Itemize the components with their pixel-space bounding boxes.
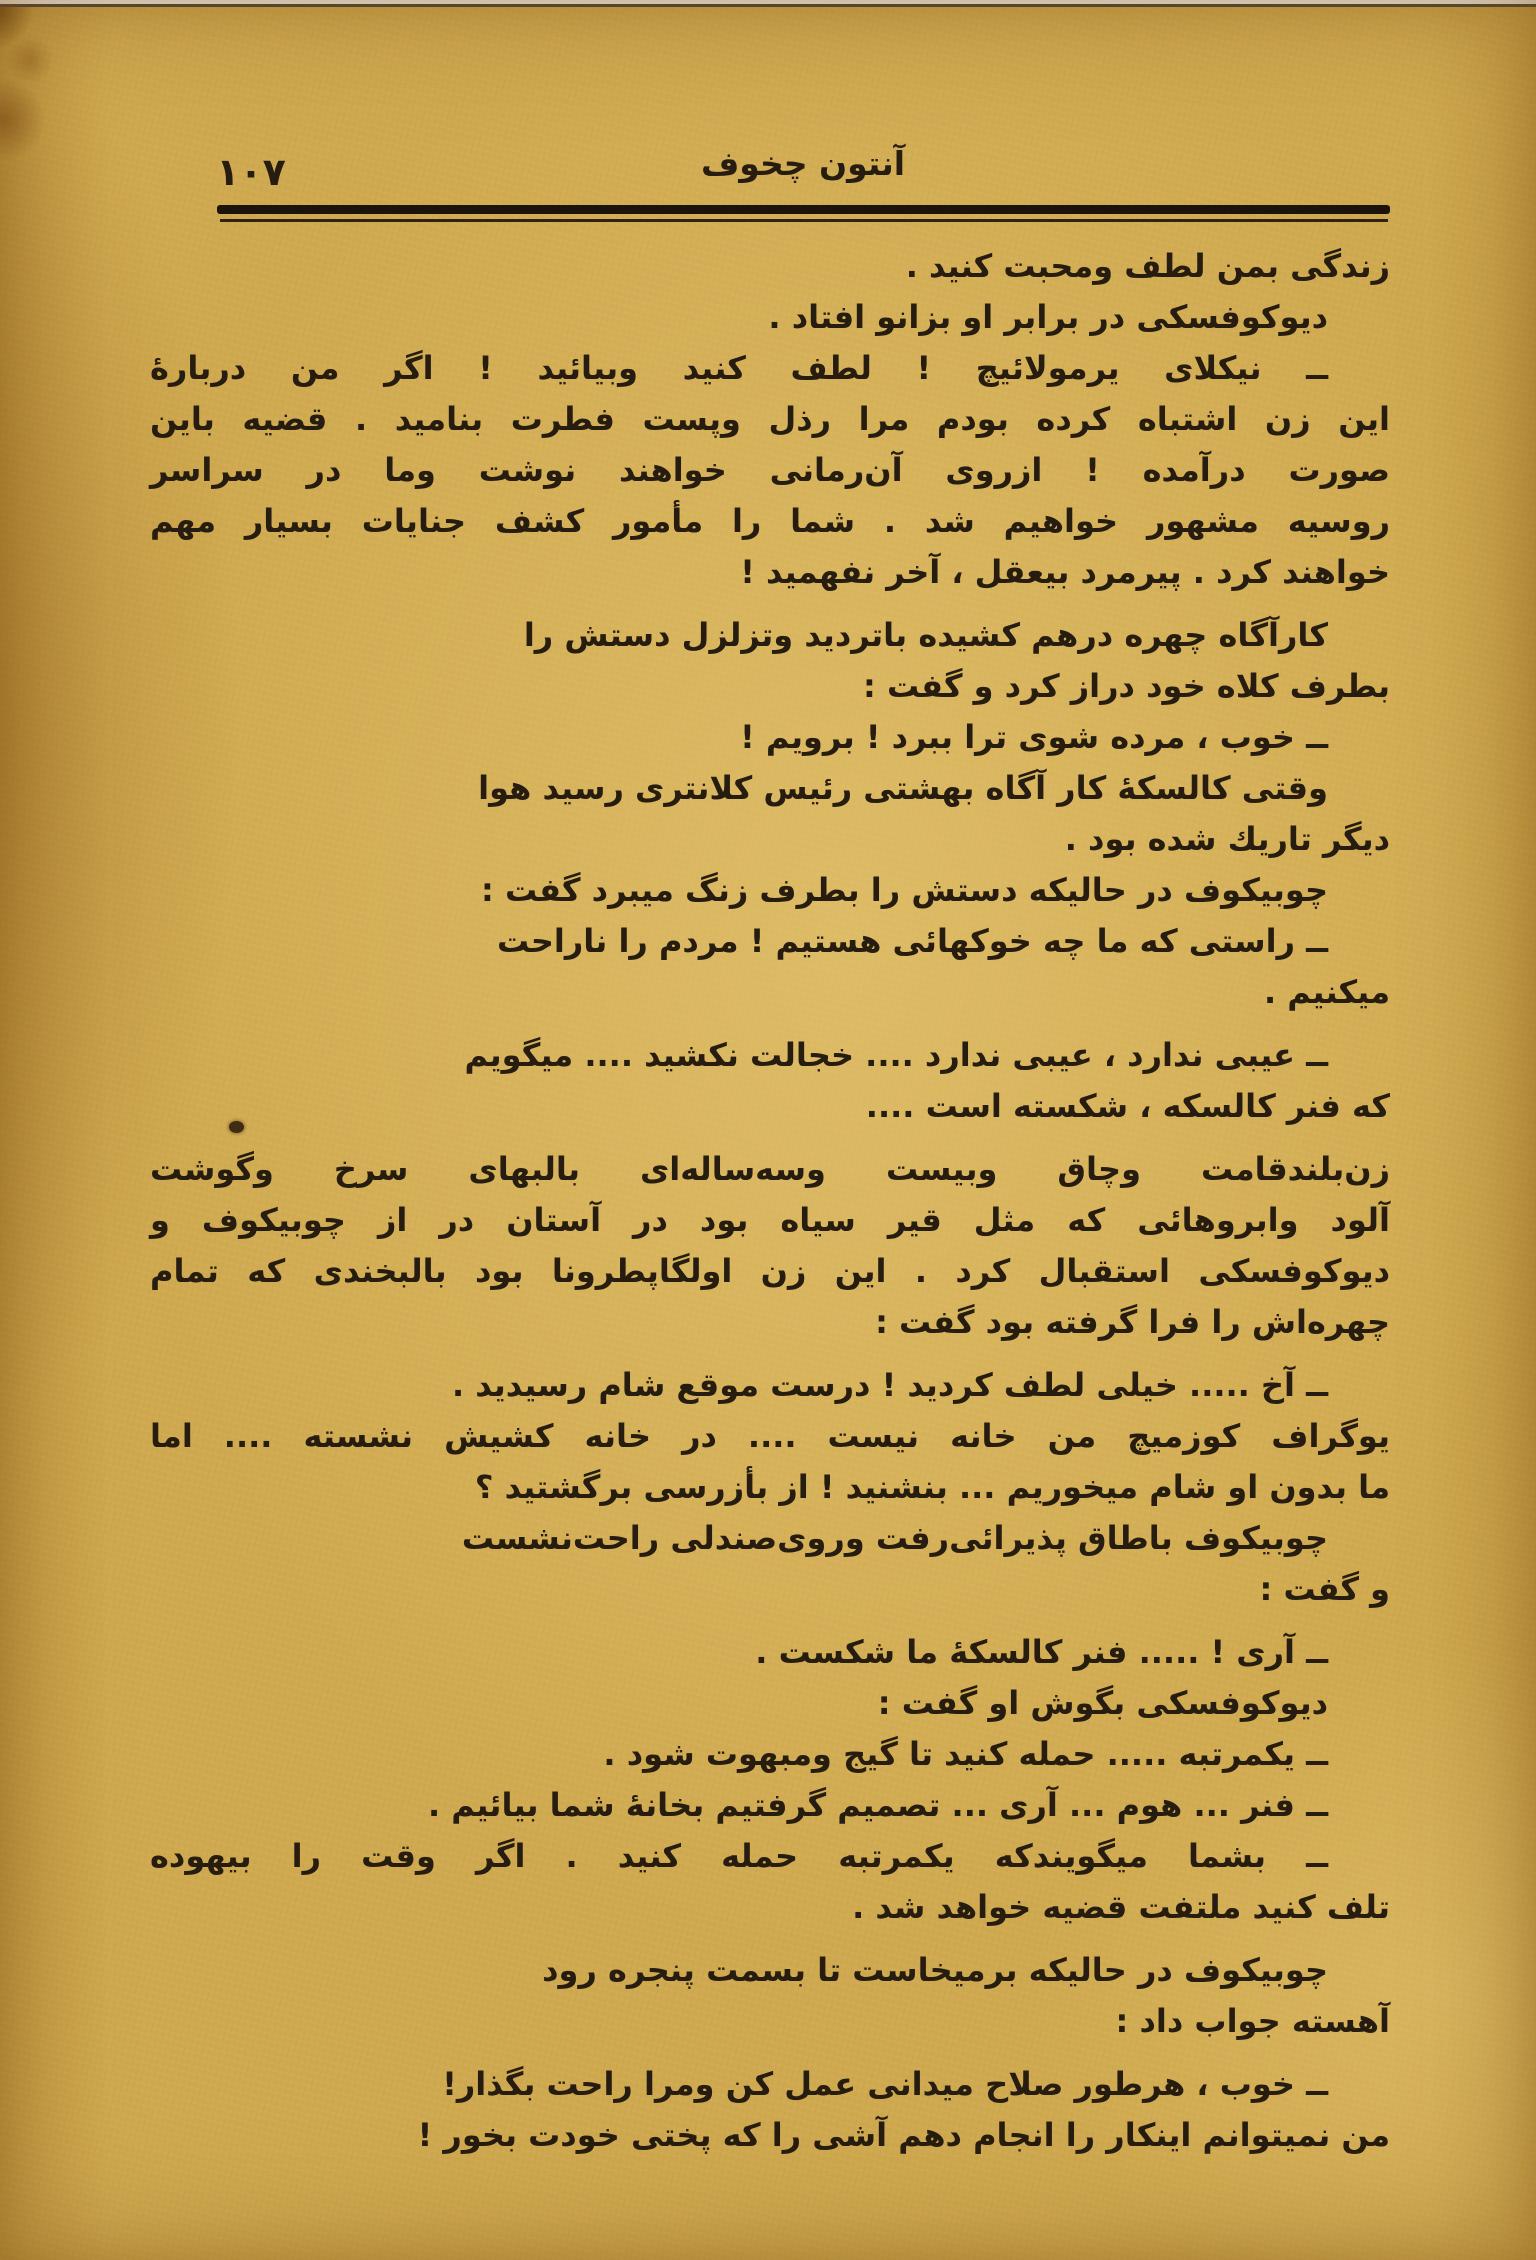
text-line: ــ عیبی ندارد ، عیبی ندارد .... خجالت نکشید .... میگویم — [464, 1036, 1328, 1074]
header-rule-thick — [217, 205, 1390, 214]
text-line: چوبیکوف در حالیکه برمیخاست تا بسمت پنجره رود — [542, 1951, 1328, 1989]
text-line: تلف کنید ملتفت قضیه خواهد شد . — [852, 1888, 1390, 1926]
text-line: کارآگاه چهره درهم کشیده باتردید وتزلزل دستش را — [523, 616, 1328, 654]
text-line: ــ بشما میگویندکه یکمرتبه حمله کنید . اگر وقت را بیهوده — [150, 1837, 1328, 1875]
text-line: ــ راستی که ما چه خوکهائی هستیم ! مردم را ناراحت — [496, 922, 1328, 960]
text-line: چهره‌اش را فرا گرفته بود گفت : — [875, 1303, 1390, 1341]
text-line: ــ نیکلای یرمولائیچ ! لطف کنید وبیائید ! اگر من دربارهٔ — [150, 349, 1328, 387]
text-line: میکنیم . — [1264, 973, 1390, 1011]
text-line: من نمیتوانم اینکار را انجام دهم آشی را که پختی خودت بخور ! — [417, 2116, 1390, 2154]
page-number: ۱۰۷ — [216, 150, 286, 194]
text-line: یوگراف کوزمیچ من خانه نیست .... در خانه کشیش نشسته .... اما — [150, 1417, 1390, 1455]
text-line: زندگی بمن لطف ومحبت کنید . — [905, 247, 1390, 285]
text-line: روسیه مشهور خواهیم شد . شما را مأمور کشف جنایات بسیار مهم — [150, 502, 1390, 540]
text-line: ــ یکمرتبه ..... حمله کنید تا گیج ومبهوت شود . — [603, 1735, 1328, 1773]
text-line: دیوکوفسکی بگوش او گفت : — [877, 1684, 1328, 1722]
running-title: آنتون چخوف — [700, 144, 906, 183]
text-line: ــ آری ! ..... فنر کالسکهٔ ما شکست . — [755, 1633, 1328, 1671]
text-line: ــ خوب ، هرطور صلاح میدانی عمل کن ومرا راحت بگذار! — [442, 2065, 1328, 2103]
text-line: آلود وابروهائی که مثل قیر سیاه بود در آستان در از چوبیکوف و — [150, 1201, 1390, 1239]
text-line: ــ فنر ... هوم ... آری ... تصمیم گرفتیم بخانهٔ شما بیائیم . — [427, 1786, 1328, 1824]
text-line: ما بدون او شام میخوریم ... بنشنید ! از بأزرسی برگشتید ؟ — [474, 1468, 1390, 1506]
text-line: چوبیکوف در حالیکه دستش را بطرف زنگ میبرد گفت : — [481, 871, 1328, 909]
page-body — [150, 241, 1390, 2161]
text-line: چوبیکوف باطاق پذیرائی‌رفت وروی‌صندلی راحت‌نشست — [461, 1519, 1328, 1557]
text-line: زن‌بلندقامت وچاق وبیست وسه‌ساله‌ای بالبهای سرخ وگوشت — [150, 1150, 1390, 1188]
text-line: دیگر تاریك شده بود . — [1064, 820, 1390, 858]
scan-edge-line — [0, 4, 1536, 7]
ink-spot — [229, 1121, 244, 1133]
text-line: که فنر کالسکه ، شکسته است .... — [865, 1087, 1390, 1125]
text-line: خواهند کرد . پیرمرد بیعقل ، آخر نفهمید ! — [740, 553, 1390, 591]
text-line: دیوکوفسکی در برابر او بزانو افتاد . — [768, 298, 1328, 336]
text-line: وقتی کالسکهٔ کار آگاه بهشتی رئیس کلانتری رسید هوا — [478, 769, 1328, 807]
text-line: این زن اشتباه کرده بودم مرا رذل وپست فطرت بنامید . قضیه باین — [150, 400, 1390, 438]
text-line: دیوکوفسکی استقبال کرد . این زن اولگاپطرونا بود بالبخندی که تمام — [150, 1252, 1390, 1290]
text-line: ــ آخ ..... خیلی لطف کردید ! درست موقع شام رسیدید . — [451, 1366, 1328, 1404]
text-line: و گفت : — [1259, 1570, 1390, 1608]
text-line: آهسته جواب داد : — [1115, 2002, 1390, 2040]
header-rule-thin — [220, 219, 1388, 222]
text-line: ــ خوب ، مرده شوی ترا ببرد ! برویم ! — [740, 718, 1328, 756]
text-line: بطرف کلاه خود دراز کرد و گفت : — [863, 667, 1390, 705]
text-line: صورت درآمده ! ازروی آن‌رمانی خواهند نوشت وما در سراسر — [150, 451, 1390, 489]
